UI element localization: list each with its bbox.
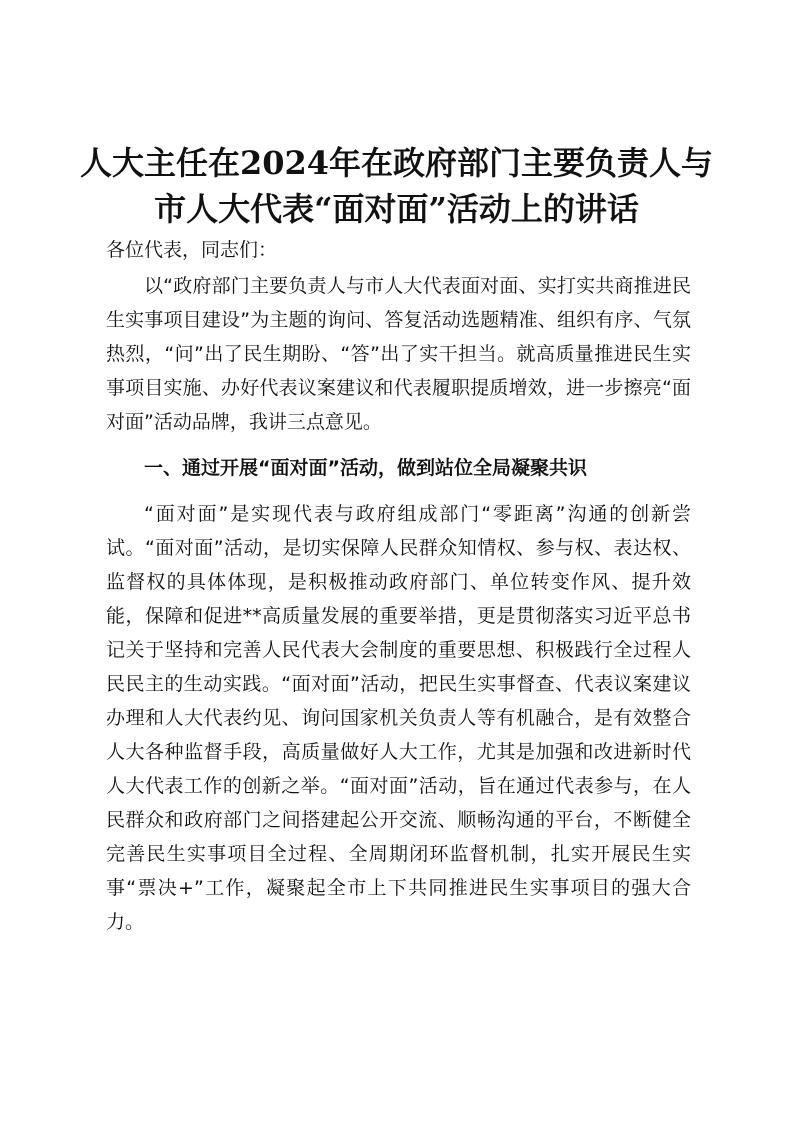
title-line-1: 人大主任在2024年在政府部门主要负责人与 xyxy=(79,144,714,182)
paragraph-text: 以“政府部门主要负责人与市人大代表面对面、实打实共商推进民生实事项目建设”为主题的询问、答复活动选题精准、组织有序、气氛热烈，“问”出了民生期盼、“答”出了实干担当。就高质量推进民生实事项目实施、办好代表议案建议和代表履职提质增效，进一步擦亮“面对面”活动品牌，我讲三点意见。 xyxy=(106,275,691,433)
document-title xyxy=(60,140,733,232)
section-heading-1: 一、通过开展“面对面”活动，做到站位全局凝聚共识 xyxy=(144,457,587,479)
paragraph-text: “面对面”是实现代表与政府组成部门“零距离”沟通的创新尝试。“面对面”活动，是切实保障人民群众知情权、参与权、表达权、监督权的具体体现，是积极推动政府部门、单位转变作风、提升效能，保障和促进**高质量发展的重要举措，更是贯彻落实习近平总书记关于坚持和完善人民代表大会制度的重要思想、积极践行全过程人民民主的生动实践。“面对面”活动，把民生实事督查、代表议案建议办理和人大代表约见、询问国家机关负责人等有机融合，是有效整合人大各种监督手段，高质量做好人大工作，尤其是加强和改进新时代人大代表工作的创新之举。“面对面”活动，旨在通过代表参与，在人民群众和政府部门之间搭建起公开交流、顺畅沟通的平台，不断健全完善民生实事项目全过程、全周期闭环监督机制，扎实开展民生实事“票决+”工作，凝聚起全市上下共同推进民生实事项目的强大合力。 xyxy=(106,503,691,933)
paragraph-section-1 xyxy=(106,497,691,939)
greeting: 各位代表，同志们： xyxy=(106,239,278,261)
title-line-2: 市人大代表“面对面”活动上的讲话 xyxy=(154,190,639,228)
paragraph-intro xyxy=(106,269,691,439)
